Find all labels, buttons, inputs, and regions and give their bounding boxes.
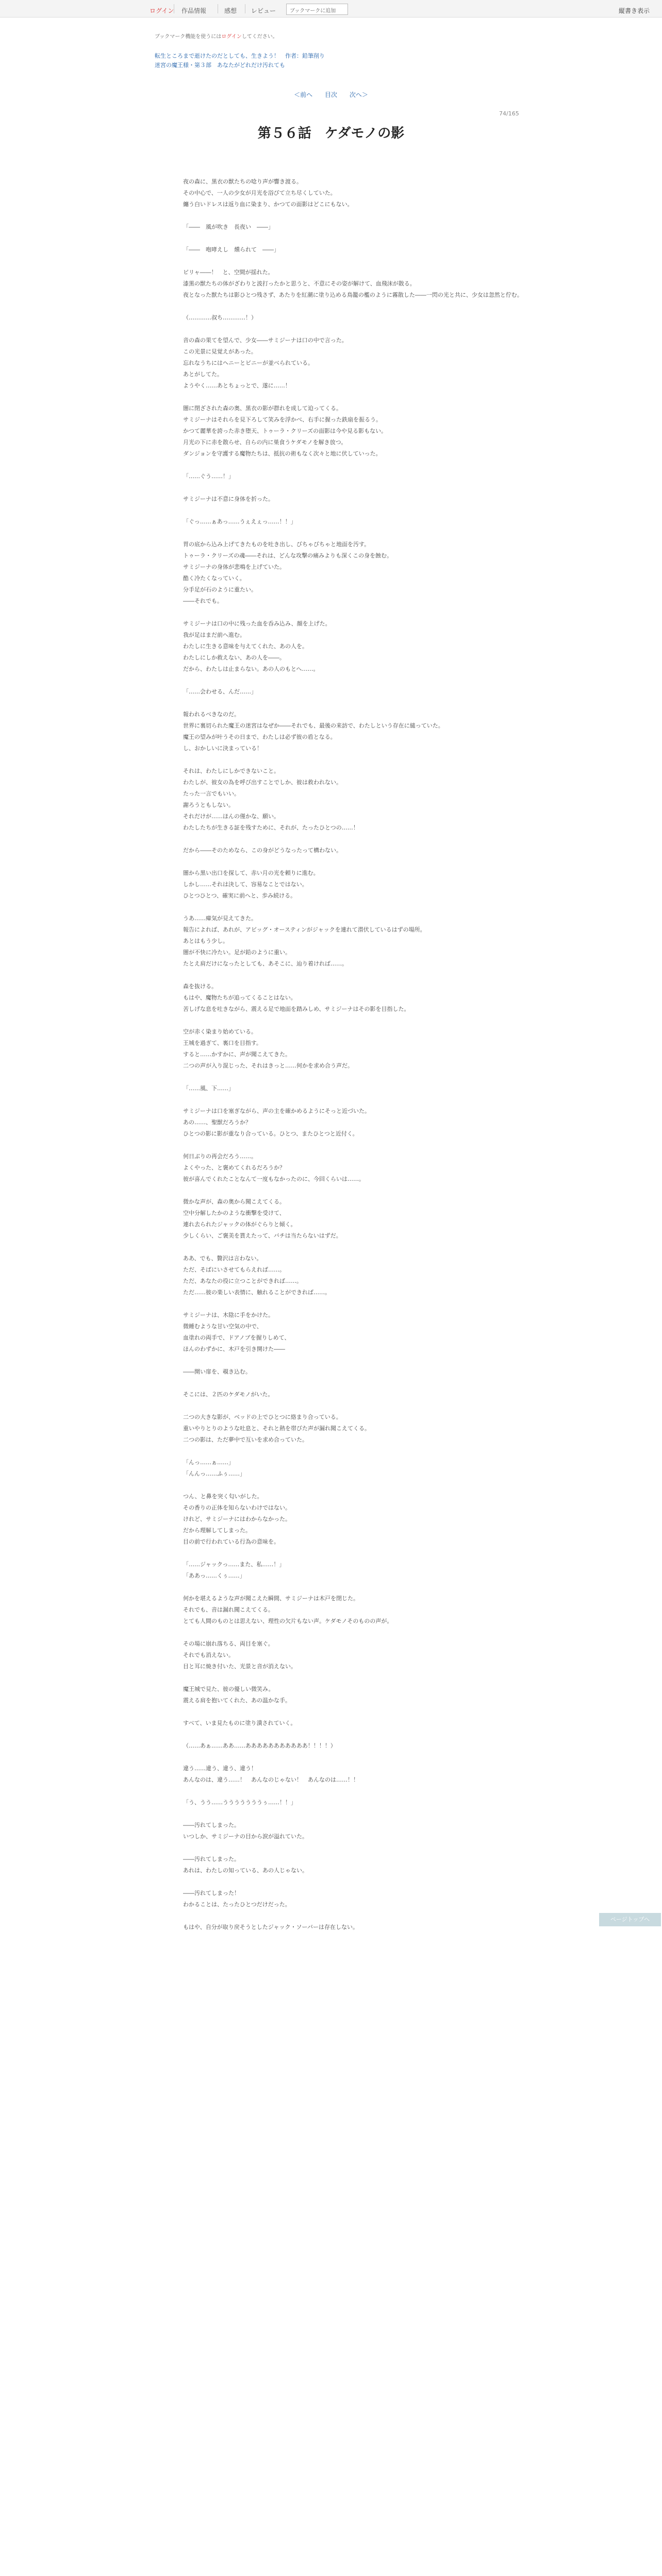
text-line: わたしに生きる意味を与えてくれた、あの人を。: [183, 643, 308, 650]
paragraph: [183, 1684, 472, 1706]
text-line: それでも消えない。: [183, 1652, 234, 1658]
text-line: よくやった、と褒めてくれるだろうか？: [183, 1164, 285, 1171]
text-line: 報告によれば、あれが、アビッグ・オースティンがジャックを連れて潜伏しているはずの場所。: [183, 926, 426, 933]
paragraph: [183, 1412, 472, 1446]
paragraph: [183, 981, 472, 1015]
paragraph: [183, 1820, 472, 1842]
text-line: ただ、あなたの役に立つことができれば……。: [183, 1278, 302, 1284]
text-line: 「う、うう……うううううううぅ……！！」: [183, 1799, 296, 1806]
text-line: 目と耳に焼き付いた、光景と音が消えない。: [183, 1663, 296, 1670]
text-line: 闇が不快に冷たい。足が鉛のように重い。: [183, 949, 291, 956]
paragraph: [183, 1151, 472, 1185]
nav-item-review[interactable]: レビュー: [251, 7, 276, 14]
paragraph: [183, 1389, 472, 1400]
text-line: かつて麗華を誇った赤き堕天、トゥーラ・クリーズの面影は今や見る影もない。: [183, 428, 387, 434]
text-line: 二つの影は、ただ夢中で互いを求め合っていた。: [183, 1436, 308, 1443]
top-bar: [0, 0, 662, 18]
text-line: ただ……彼の楽しい表情に、触れることができれば……。: [183, 1289, 330, 1296]
text-line: 何かを堪えるような声が聞こえた瞬間、サミジーナは木戸を閉じた。: [183, 1595, 359, 1602]
login-notice: [155, 32, 464, 40]
text-line: 少しくらい、ご褒美を貰えたって、バチは当たらないはずだ。: [183, 1232, 342, 1239]
text-line: サミジーナは、木陰に手をかけた。: [183, 1312, 274, 1318]
text-line: 苦しげな息を吐きながら、震える足で地面を踏みしめ、サミジーナはその影を目指した。: [183, 1006, 410, 1012]
paragraph: [183, 494, 472, 505]
next-link[interactable]: 次へ＞: [349, 91, 368, 98]
text-line: ――汚れてしまった！: [183, 1890, 240, 1896]
text-line: 闇から黒い出口を探して、赤い月の光を頼りに進む。: [183, 870, 319, 876]
paragraph: [183, 1106, 472, 1140]
text-line: 忘れなうちにはヘニーとビニーが並べられている。: [183, 360, 313, 366]
text-line: サミジーナは口を塞ぎながら、声の主を確かめるようにそっと近づいた。: [183, 1108, 370, 1114]
text-line: それだけが……ほんの僅かな、願い。: [183, 813, 279, 820]
text-line: ようやく……あとちょっとで、遂に……！: [183, 382, 291, 389]
text-line: けれど、サミジーナにはわからなかった。: [183, 1516, 291, 1522]
paragraph: [183, 471, 472, 482]
paragraph: [183, 335, 472, 392]
text-line: だから理解してしまった。: [183, 1527, 251, 1534]
text-line: たった一言でもいい。: [183, 790, 240, 797]
paragraph: [183, 845, 472, 856]
text-line: 纏う白いドレスは返り血に染まり、かつての面影はどこにもない。: [183, 201, 353, 208]
text-line: そこには、２匹のケダモノがいた。: [183, 1391, 274, 1398]
paragraph: [183, 1026, 472, 1072]
page-top-button[interactable]: ページトップへ: [599, 1913, 661, 1926]
text-line: 闇に閉ざされた森の奥、黒衣の影が群れを成して迫ってくる。: [183, 405, 342, 412]
text-line: ほんのわずかに、木戸を引き開けた――: [183, 1346, 285, 1352]
text-line: うあ……瘴気が見えてきた。: [183, 915, 257, 922]
text-line: いつしか、サミジーナの目から涙が溢れていた。: [183, 1833, 308, 1840]
paragraph: [183, 1638, 472, 1672]
chapter-body: [183, 176, 523, 1944]
nav-item-info[interactable]: 作品情報: [181, 7, 207, 14]
text-line: 我が足はまだ前へ進む。: [183, 632, 245, 638]
paragraph: [183, 516, 472, 528]
text-line: 彼が喜んでくれたことなんて一度もなかったのに、今回くらいは……。: [183, 1176, 365, 1182]
paragraph: [183, 1593, 472, 1627]
prev-link[interactable]: ＜前へ: [294, 91, 313, 98]
text-line: 「ぐっ……ぁあっ……うぇえぇっ……！！」: [183, 518, 296, 525]
nav-item-impressions[interactable]: 感想: [224, 7, 237, 14]
text-line: 「んっ……ぁ……」: [183, 1459, 234, 1466]
text-line: 月光の下に赤を散らせ、自らの内に巣食うケダモノを解き放つ。: [183, 439, 347, 446]
text-line: 漆黒の獣たちの体がざわりと波打ったかと思うと、不意にその姿が解けて、血飛沫が散る。: [183, 280, 416, 287]
text-line: その中心で、一人の少女が月光を浴びて立ち尽くしていた。: [183, 190, 336, 196]
bookmark-button[interactable]: ブックマークに追加: [286, 4, 348, 15]
text-line: だから――そのためなら、この身がどうなったって構わない。: [183, 847, 342, 854]
text-line: 世界に裏切られた魔王の迷宮はなぜか――それでも、最後の来訪で、わたしという存在に縋っていた。: [183, 722, 444, 729]
paragraph: [183, 1718, 472, 1729]
text-line: 「……ジャックっ……また、私……！」: [183, 1561, 285, 1568]
vertical-view-link[interactable]: 縦書き表示: [618, 7, 650, 14]
text-line: すべて、いま見たものに塗り潰されていく。: [183, 1720, 296, 1726]
text-line: もはや、魔物たちが追ってくることはない。: [183, 994, 296, 1001]
notice-text-after: してください。: [241, 34, 278, 40]
text-line: サミジーナは口の中に残った血を呑み込み、顔を上げた。: [183, 620, 331, 627]
text-line: あとはもう少し。: [183, 938, 228, 944]
text-line: 微かな声が、森の奥から聞こえてくる。: [183, 1198, 285, 1205]
chapter-title: 第５６話 ケダモノの影: [257, 126, 405, 141]
text-line: あの……、聖獣だろうか？: [183, 1119, 251, 1126]
text-line: 何日ぶりの再会だろう……。: [183, 1153, 257, 1160]
text-line: とても人間のものとは思えない、理性の欠片もない声。ケダモノそのものの声が。: [183, 1618, 393, 1624]
text-line: ビリャ――！ と、空間が揺れた。: [183, 269, 274, 276]
paragraph: [183, 1083, 472, 1094]
paragraph: [183, 618, 472, 675]
text-line: 違う……違う、違う、違う！: [183, 1765, 257, 1772]
paragraph: [183, 222, 472, 233]
notice-login-link[interactable]: ログイン: [221, 34, 242, 40]
paragraph: [183, 1854, 472, 1876]
text-line: わたしが、彼女の為を呼び出すことでしか、彼は救われない。: [183, 779, 342, 786]
chapter-group-link[interactable]: 迷宮の魔王様・第３部 あなたがどれだけ汚れても: [155, 61, 285, 69]
paragraph: [183, 709, 472, 754]
text-line: 重いやりとりのような吐息と、それと熱を帯びた声が漏れ聞こえてくる。: [183, 1425, 370, 1432]
text-line: だから、わたしは止まらない。あの人のもとへ……。: [183, 666, 319, 672]
text-line: 分手足が石のように重たい。: [183, 586, 257, 593]
text-line: すると……かすかに、声が聞こえてきた。: [183, 1051, 291, 1058]
text-line: 「―― 咆哮えし 燻られて ――」: [183, 246, 279, 253]
text-line: たとえ肩だけになったとしても、あそこに、辿り着ければ……。: [183, 960, 347, 967]
text-line: ひとつの影に影が重なり合っている。ひとつ、またひとつと近付く。: [183, 1130, 358, 1137]
text-line: 目の前で行われている行為の意味を。: [183, 1538, 279, 1545]
text-line: （…………叔ち…………！）: [183, 314, 257, 321]
text-line: ――それでも。: [183, 598, 223, 604]
paragraph: [183, 1559, 472, 1582]
text-line: ――汚れてしまった。: [183, 1822, 240, 1828]
text-line: それは、わたしにしかできないこと。: [183, 768, 279, 774]
text-line: ひとつひとつ、確実に前へと、歩み続ける。: [183, 892, 296, 899]
login-link[interactable]: ログイン: [150, 7, 174, 14]
text-line: その香りの正体を知らないわけではない。: [183, 1504, 291, 1511]
text-line: 空が赤く染まり始めている。: [183, 1028, 257, 1035]
paragraph: [183, 1366, 472, 1378]
paragraph: [183, 403, 472, 460]
text-line: 胃の底から込み上げてきたものを吐き出し、びちゃびちゃと地面を汚す。: [183, 541, 370, 548]
text-line: 空中分解したかのような衝撃を受けて、: [183, 1210, 285, 1216]
text-line: 連れ去られたジャックの体がぐらりと傾く。: [183, 1221, 296, 1228]
text-line: ――開い扉を、覗き込む。: [183, 1368, 251, 1375]
text-line: （……あぁ……ああ……あああああああああああ！！！！）: [183, 1742, 336, 1749]
text-line: しかし……それは決して、容易なことではない。: [183, 881, 308, 888]
notice-text-before: ブックマーク機能を使うには: [155, 34, 222, 40]
text-line: もはや、自分が取り戻そうとしたジャック・ソーバーは存在しない。: [183, 1924, 359, 1930]
text-line: 「……ぐう……！」: [183, 473, 234, 480]
text-line: わかることは、たったひとつだけだった。: [183, 1901, 291, 1908]
text-line: ああ、でも、贅沢は言わない。: [183, 1255, 262, 1262]
text-line: 二つの大きな影が、ベッドの上でひとつに絡まり合っている。: [183, 1414, 342, 1420]
series-title-link[interactable]: 転生ところまで逝けたのだとしても、生きよう！ 作者：鉛筆削り: [155, 53, 325, 59]
text-line: つん、と鼻を突く匂いがした。: [183, 1493, 263, 1500]
text-line: ――汚れてしまった。: [183, 1856, 240, 1862]
text-line: 報われるべきなのだ。: [183, 711, 240, 718]
paragraph: [183, 1888, 472, 1910]
text-line: し、おかしいに決まっている！: [183, 745, 262, 752]
text-line: それでも、音は漏れ聞こえてくる。: [183, 1606, 274, 1613]
paragraph: [183, 1740, 472, 1752]
text-line: 「んんっ……ふぅ……」: [183, 1470, 245, 1477]
text-line: 夜の森に、黒衣の獣たちの唸り声が響き渡る。: [183, 178, 302, 185]
text-line: 「……会わせる、んだ……」: [183, 688, 257, 695]
text-line: わたしにしか救えない、あの人を――。: [183, 654, 285, 661]
series-info: [155, 52, 464, 70]
paragraph: [183, 1310, 472, 1355]
chapter-counter: 74/165: [499, 110, 519, 117]
paragraph: [183, 176, 472, 210]
text-line: 酷く冷たくなっていく。: [183, 575, 245, 582]
paragraph: [183, 1457, 472, 1480]
paragraph: [183, 868, 472, 902]
text-line: この光景に見覚えがあった。: [183, 348, 257, 355]
text-line: 魔王城で見た、彼の優しい微笑み。: [183, 1686, 274, 1692]
text-line: 音の森の果てを望んで、少女――サミジーナは口の中で言った。: [183, 337, 347, 344]
paragraph: [183, 1196, 472, 1242]
text-line: その場に崩れ落ちる、両目を塞ぐ。: [183, 1640, 274, 1647]
paragraph: [183, 312, 472, 324]
text-line: 血塗れの両手で、ドアノブを握りしめて、: [183, 1334, 290, 1341]
text-line: 震える肩を抱いてくれた、あの温かな手。: [183, 1697, 291, 1704]
chapter-pager: [0, 90, 662, 99]
text-line: わたしたちが生きる証を残すために、それが、たったひとつの……！: [183, 824, 359, 831]
paragraph: [183, 913, 472, 970]
text-line: 王城を過ぎて、裏口を目指す。: [183, 1040, 262, 1046]
toc-link[interactable]: 目次: [324, 91, 337, 98]
text-line: ただ、そばにいさせてもらえれば……。: [183, 1266, 285, 1273]
text-line: あとがしてた。: [183, 371, 223, 378]
text-line: 夜となった獣たちは影ひとつ残さず、あたりを紅潮に塗り込める鳥籠の檻のように霧散した――一閃の光と共に、少女は忽然と佇む。: [183, 292, 523, 298]
text-line: 森を抜ける。: [183, 983, 217, 990]
text-line: 二つの声が入り混じった、それはきっと……何かを求め合う声だ。: [183, 1062, 353, 1069]
paragraph: [183, 1491, 472, 1548]
text-line: あれは、わたしの知っている、あの人じゃない。: [183, 1867, 308, 1874]
paragraph: [183, 766, 472, 834]
text-line: 微睡むような甘い空気の中で、: [183, 1323, 262, 1330]
text-line: サミジーナの身体が悲鳴を上げていた。: [183, 564, 285, 570]
text-line: 「……風、下……」: [183, 1085, 234, 1092]
text-line: 謝ろうともしない。: [183, 802, 234, 808]
paragraph: [183, 1253, 472, 1298]
text-line: サミジーナはそれらを見下ろして笑みを浮かべ、右手に握った鉄扇を振るう。: [183, 416, 382, 423]
paragraph: [183, 1922, 472, 1933]
text-line: あんなのは、違う……！ あんなのじゃない！ あんなのは……！！: [183, 1776, 359, 1783]
text-line: 「ああっ……くぅ……」: [183, 1572, 245, 1579]
text-line: 魔王の望みが叶うその日まで、わたしは必ず彼の盾となる。: [183, 734, 336, 740]
paragraph: [183, 267, 523, 301]
paragraph: [183, 1763, 472, 1786]
paragraph: [183, 686, 472, 698]
paragraph: [183, 539, 472, 607]
paragraph: [183, 244, 472, 256]
text-line: サミジーナは不意に身体を折った。: [183, 496, 274, 502]
paragraph: [183, 1797, 472, 1808]
text-line: ダンジョンを守護する魔物たちは、抵抗の術もなく次々と地に伏していった。: [183, 450, 382, 457]
text-line: 「―― 風が吹き 長夜い ――」: [183, 224, 274, 230]
text-line: トゥーラ・クリーズの魂――それは、どんな攻撃の痛みよりも深くこの身を蝕む。: [183, 552, 393, 559]
